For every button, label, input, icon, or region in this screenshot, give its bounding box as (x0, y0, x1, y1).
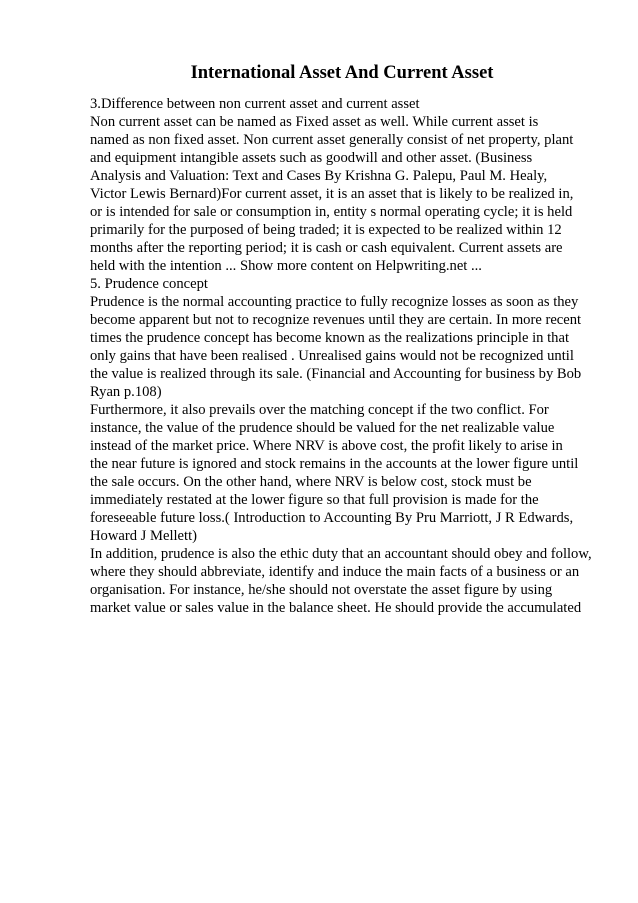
body-line: instead of the market price. Where NRV is above cost, the profit likely to arise in (90, 438, 563, 454)
document-body (90, 95, 610, 617)
section-heading: 5. Prudence concept (90, 276, 208, 292)
body-line: Prudence is the normal accounting practice to fully recognize losses as soon as they (90, 294, 579, 310)
body-line: months after the reporting period; it is cash or cash equivalent. Current assets are (90, 240, 563, 256)
body-line: 3.Difference between non current asset and current asset (90, 96, 420, 112)
body-line: primarily for the purposed of being traded; it is expected to be realized within 12 (90, 222, 562, 238)
body-line: organisation. For instance, he/she should not overstate the asset figure by using (90, 582, 553, 598)
body-line: Furthermore, it also prevails over the matching concept if the two conflict. For (90, 402, 549, 418)
document-title: International Asset And Current Asset (190, 63, 494, 83)
body-line: market value or sales value in the balance sheet. He should provide the accumulated (90, 600, 582, 616)
body-line: named as non fixed asset. Non current asset generally consist of net property, plant (90, 132, 574, 148)
body-line: times the prudence concept has become known as the realizations principle in that (90, 330, 569, 346)
body-line: the value is realized through its sale. (Financial and Accounting for business by Bob (90, 366, 582, 382)
body-line: Non current asset can be named as Fixed asset as well. While current asset is (90, 114, 539, 130)
body-line: and equipment intangible assets such as goodwill and other asset. (Business (90, 150, 533, 166)
body-line: where they should abbreviate, identify and induce the main facts of a business or an (90, 564, 580, 580)
body-line: foreseeable future loss.( Introduction to Accounting By Pru Marriott, J R Edwards, (90, 510, 574, 526)
body-line: Ryan p.108) (90, 384, 162, 400)
body-line: become apparent but not to recognize revenues until they are certain. In more recent (90, 312, 582, 328)
body-line: immediately restated at the lower figure so that full provision is made for the (90, 492, 539, 508)
body-line: the sale occurs. On the other hand, where NRV is below cost, stock must be (90, 474, 532, 490)
body-line: Victor Lewis Bernard)For current asset, it is an asset that is likely to be realized in, (90, 186, 574, 202)
body-line: In addition, prudence is also the ethic duty that an accountant should obey and follow, (90, 546, 592, 562)
body-line: held with the intention ... Show more content on Helpwriting.net ... (90, 258, 482, 274)
body-line: instance, the value of the prudence should be valued for the net realizable value (90, 420, 555, 436)
body-line: Analysis and Valuation: Text and Cases By Krishna G. Palepu, Paul M. Healy, (90, 168, 548, 184)
body-line: Howard J Mellett) (90, 528, 197, 544)
body-line: only gains that have been realised . Unrealised gains would not be recognized until (90, 348, 574, 364)
body-line: the near future is ignored and stock remains in the accounts at the lower figure until (90, 456, 579, 472)
body-line: or is intended for sale or consumption in, entity s normal operating cycle; it is held (90, 204, 573, 220)
